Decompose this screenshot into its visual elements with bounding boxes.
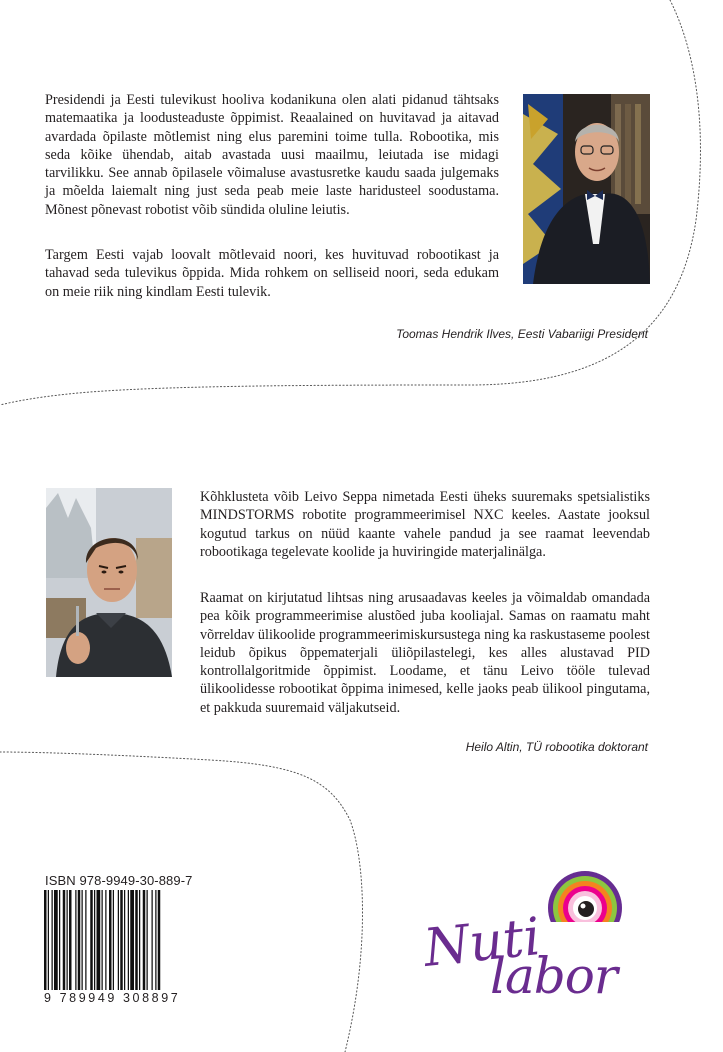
barcode-bar (143, 890, 146, 990)
doctorant-paragraph-1: Kõhklusteta võib Leivo Seppa nimetada Eesti üheks suuremaks spetsialistiks MINDSTORMS robotite programmeerimisel NXC keeles. Aastate jooksul kogutud tarkus on nüüd kaante vahele pandud ja see raamat leevendab robootikaga tegelevate koolide ja huviringide materjalinälga. (200, 489, 650, 560)
barcode-bar (52, 890, 53, 990)
barcode-bar (67, 890, 68, 990)
barcode-bar (97, 890, 101, 990)
rainbow-eye-icon (545, 871, 625, 952)
barcode-bar (128, 890, 129, 990)
barcode-bar (105, 890, 106, 990)
barcode-bar (139, 890, 140, 990)
barcode-bar (78, 890, 81, 990)
logo-word-bottom: labor (490, 947, 617, 1005)
president-paragraph-2: Targem Eesti vajab loovalt mõtlevaid noori, kes huvituvad robootikast ja tahavad seda tulevikus õppida. Mida rohkem on selliseid noori, seda edukam on meie riik ning kindlam Eesti tulevik. (45, 247, 499, 300)
nutilabor-logo (420, 870, 660, 1015)
doctorant-signature: Heilo Altin, TÜ robootika doktorant (465, 740, 648, 754)
barcode-bar (75, 890, 76, 990)
barcode-bar (102, 890, 103, 990)
barcode (44, 890, 196, 990)
barcode-bar (158, 890, 161, 990)
barcode-bar (82, 890, 83, 990)
barcode-bar (152, 890, 153, 990)
barcode-bar (59, 890, 60, 990)
barcode-bar (130, 890, 134, 990)
barcode-bar (124, 890, 125, 990)
isbn-label: ISBN 978-9949-30-889-7 (45, 873, 193, 888)
barcode-bar (48, 890, 49, 990)
barcode-bar (44, 890, 47, 990)
president-photo (523, 94, 650, 284)
president-signature: Toomas Hendrik Ilves, Eesti Vabariigi President (396, 327, 648, 341)
barcode-bar (120, 890, 123, 990)
barcode-bar (118, 890, 119, 990)
barcode-bar (54, 890, 58, 990)
barcode-bar (90, 890, 93, 990)
barcode-bar (63, 890, 66, 990)
logo-word-top: Nuti (421, 907, 544, 979)
barcode-digits: 9 789949 308897 (44, 991, 181, 1005)
barcode-bar (94, 890, 95, 990)
barcode-bar (135, 890, 138, 990)
barcode-bar (113, 890, 114, 990)
doctorant-paragraph-2: Raamat on kirjutatud lihtsas ning arusaadavas keeles ja võimaldab omandada pea kõik programmeerimise alustõed juba kooliajal. Samas on raamatu maht võrreldav ülikoolide programmeerimiskursustega ning ka raskustaseme poolest leidub õpikus õppematerjali üliõpilastelegi, kes alles alustavad PID kontrollalgoritmide õppimist. Loodame, et tänu Leivo tööle tulevad ülikoolidesse robootikat õppima inimesed, kelle jaoks peab ülikool pingutama, et pakkuda suuremaid väljakutseid. (200, 590, 650, 716)
barcode-bar (109, 890, 112, 990)
barcode-bar (155, 890, 156, 990)
barcode-bar (85, 890, 86, 990)
author-photo (46, 488, 172, 677)
president-paragraph-1: Presidendi ja Eesti tulevikust hooliva kodanikuna olen alati pidanud tähtsaks matemaatika ja loodusteaduste õppimist. Reaalained on huvitavad ja aitavad avardada õpilaste mõtlemist ning elus paremini toime tulla. Robootika, mis seda kõike ühendab, aitab avastada uusi maailmu, leiutada ise midagi tarvilikku. See annab õpilasele võimaluse avastusretke kaudu saada julgemaks ja mõelda laiemalt ning just seda peab meie laste haridusteel soodustama. Mõnest põnevast robotist võib sündida oluline leiutis. (45, 92, 499, 218)
barcode-bar (69, 890, 72, 990)
barcode-bar (147, 890, 148, 990)
